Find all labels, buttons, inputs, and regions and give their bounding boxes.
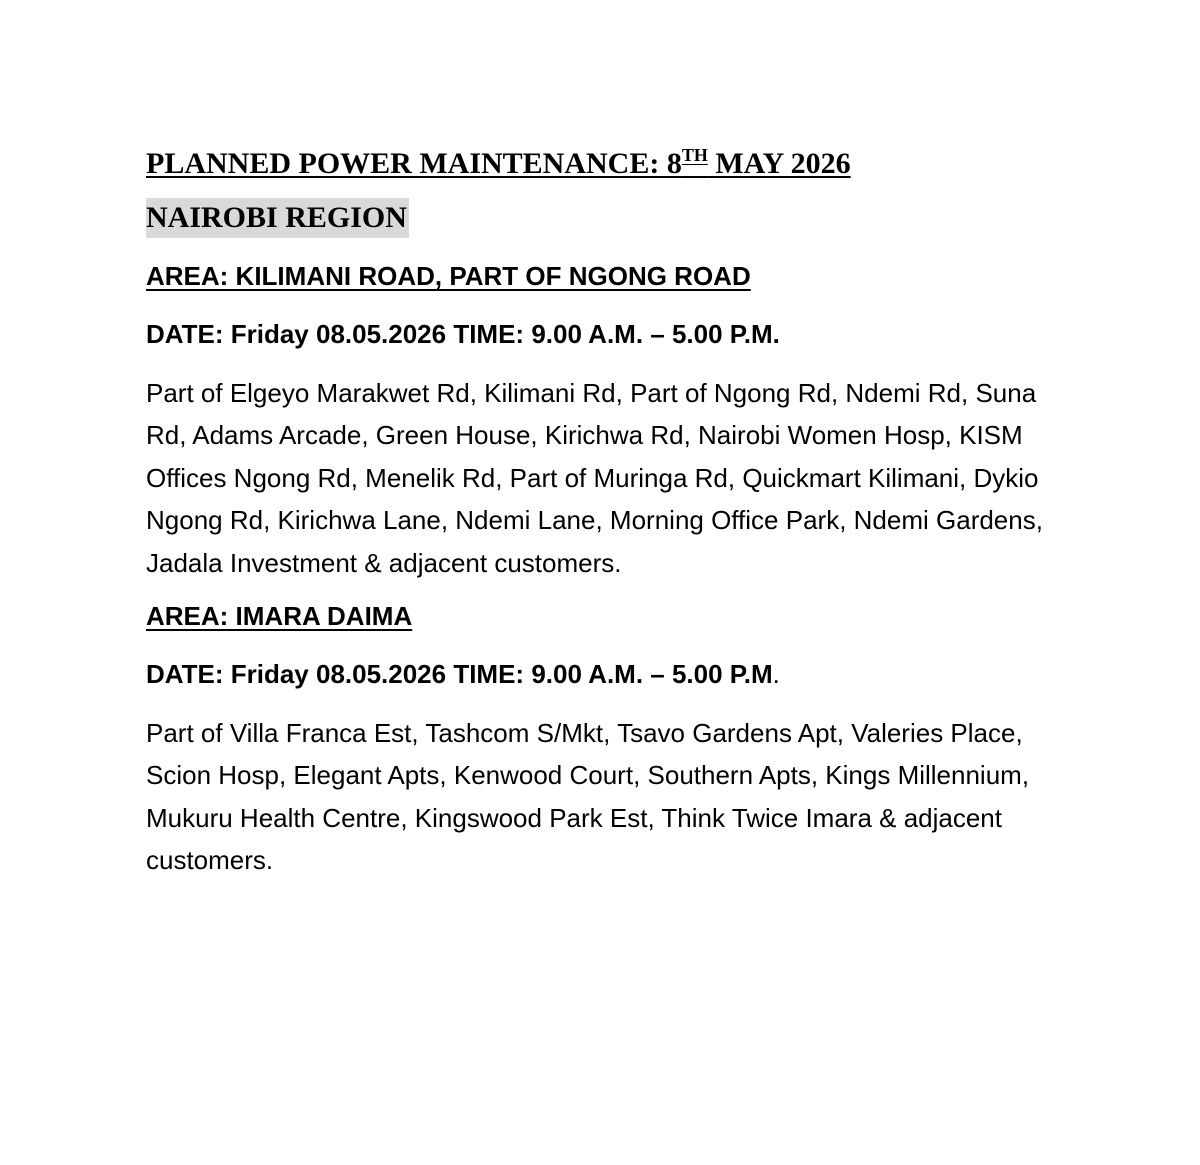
area-heading: AREA: IMARA DAIMA [146,601,413,632]
area-heading: AREA: KILIMANI ROAD, PART OF NGONG ROAD [146,261,751,291]
affected-locations: Part of Elgeyo Marakwet Rd, Kilimani Rd, Part of Ngong Rd, Ndemi Rd, Suna Rd, Adams Arcade, Green House, Kirichwa Rd, Nairobi Women Hosp, KISM Offices Ngong Rd, Menelik Rd, Part of Muringa Rd, Quickmart Kilimani, Dykio Ngong Rd, Kirichwa Lane, Ndemi Lane, Morning Office Park, Ndemi Gardens, Jadala Investment & adjacent customers. [146,378,1043,578]
area-section-imara-daima [146,598,1066,882]
notice-title-suffix: MAY 2026 [707,147,851,180]
affected-locations: Part of Villa Franca Est, Tashcom S/Mkt, Tsavo Gardens Apt, Valeries Place, Scion Hosp, Elegant Apts, Kenwood Court, Southern Apts, Kings Millennium, Mukuru Health Centre, Kingswood Park Est, Think Twice Imara & adjacent customers. [146,718,1030,876]
date-time-text: DATE: Friday 08.05.2026 TIME: 9.00 A.M. – 5.00 P.M [146,659,773,690]
notice-title-text: PLANNED POWER MAINTENANCE: 8 [146,147,682,180]
notice-title-superscript: TH [681,145,708,165]
notice-title [146,142,1066,186]
date-time-suffix: . [772,659,780,690]
date-time-line [146,316,1066,352]
date-time-text: DATE: Friday 08.05.2026 TIME: 9.00 A.M. – 5.00 P.M. [146,319,780,349]
maintenance-notice [146,142,1066,882]
region-heading: NAIROBI REGION [146,198,409,238]
area-section-kilimani [146,258,1066,584]
date-time-line [146,656,1066,692]
